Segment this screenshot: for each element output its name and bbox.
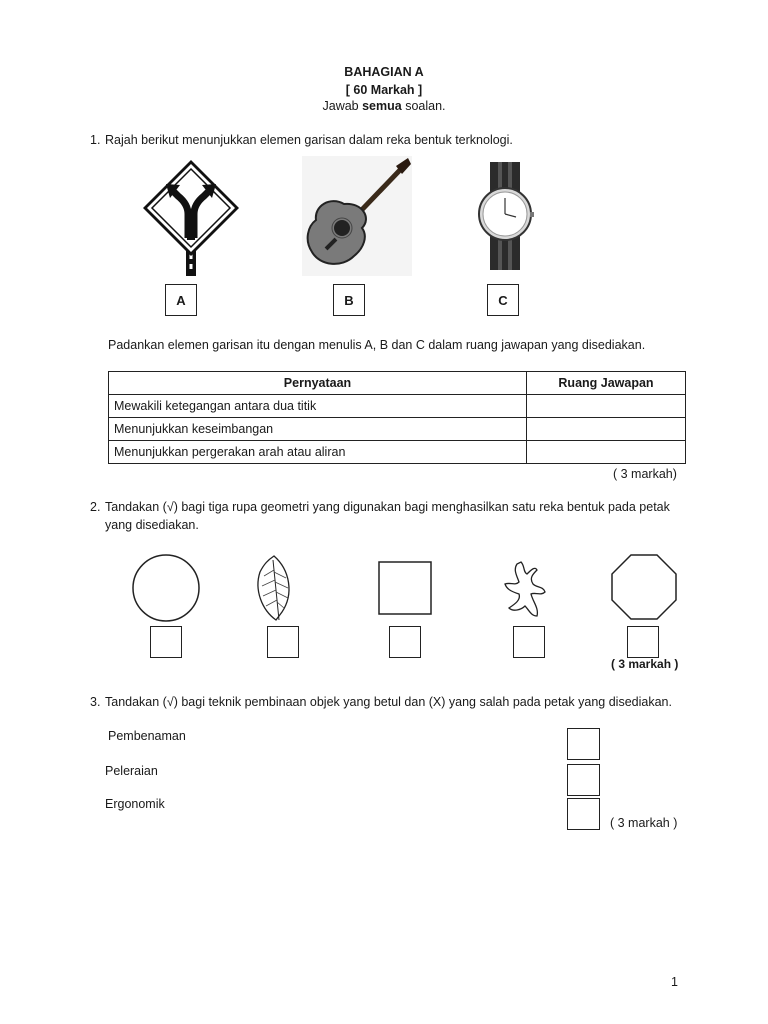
answer-cell-1[interactable] <box>527 395 686 418</box>
instruction-pre: Jawab <box>322 99 363 113</box>
q2-number: 2. <box>90 500 101 514</box>
instruction-bold: semua <box>362 99 402 113</box>
section-title: BAHAGIAN A <box>344 65 424 79</box>
tick-box-peleraian[interactable] <box>567 764 600 796</box>
header-pernyataan: Pernyataan <box>109 372 527 395</box>
answer-cell-3[interactable] <box>527 441 686 464</box>
guitar-image <box>302 156 412 276</box>
label-b-box: B <box>333 284 365 316</box>
tick-box-pembenaman[interactable] <box>567 728 600 760</box>
table-row <box>109 418 686 441</box>
answer-cell-2[interactable] <box>527 418 686 441</box>
label-c-box: C <box>487 284 519 316</box>
watch-image <box>478 162 534 270</box>
statement-cell: Menunjukkan keseimbangan <box>109 418 527 441</box>
item-peleraian: Peleraian <box>105 764 158 778</box>
header-ruang-jawapan: Ruang Jawapan <box>527 372 686 395</box>
tick-box-square[interactable] <box>389 626 421 658</box>
leaf-shape <box>252 554 296 624</box>
square-shape <box>377 560 433 616</box>
q1-number: 1. <box>90 133 101 147</box>
tick-box-octagon[interactable] <box>627 626 659 658</box>
q1-marks: ( 3 markah) <box>613 467 677 481</box>
table-row <box>109 395 686 418</box>
matching-table <box>108 371 686 464</box>
octagon-shape <box>609 552 679 622</box>
tick-box-irregular[interactable] <box>513 626 545 658</box>
q2-line1: Tandakan (√) bagi tiga rupa geometri yang digunakan bagi menghasilkan satu reka bentuk pada petak <box>105 500 670 514</box>
instruction <box>0 99 768 113</box>
item-pembenaman: Pembenaman <box>108 729 186 743</box>
tick-box-leaf[interactable] <box>267 626 299 658</box>
statement-cell: Menunjukkan pergerakan arah atau aliran <box>109 441 527 464</box>
table-header-row <box>109 372 686 395</box>
table-row <box>109 441 686 464</box>
irregular-shape <box>503 560 547 618</box>
total-marks: [ 60 Markah ] <box>345 83 423 97</box>
q3-text: Tandakan (√) bagi teknik pembinaan objek yang betul dan (X) yang salah pada petak yang disediakan. <box>105 695 672 709</box>
tick-box-ergonomik[interactable] <box>567 798 600 830</box>
item-ergonomik: Ergonomik <box>105 797 165 811</box>
label-a-box: A <box>165 284 197 316</box>
page-number: 1 <box>671 975 678 989</box>
road-sign-image <box>140 158 242 276</box>
q1-text: Rajah berikut menunjukkan elemen garisan dalam reka bentuk terknologi. <box>105 133 513 147</box>
statement-cell: Mewakili ketegangan antara dua titik <box>109 395 527 418</box>
q3-number: 3. <box>90 695 101 709</box>
q3-marks: ( 3 markah ) <box>610 816 678 830</box>
tick-box-circle[interactable] <box>150 626 182 658</box>
q1-instruction: Padankan elemen garisan itu dengan menulis A, B dan C dalam ruang jawapan yang disediakan. <box>108 338 646 352</box>
q2-marks: ( 3 markah ) <box>611 657 679 671</box>
instruction-post: soalan. <box>401 99 446 113</box>
circle-shape <box>130 552 202 624</box>
q2-line2: yang disediakan. <box>105 518 199 532</box>
